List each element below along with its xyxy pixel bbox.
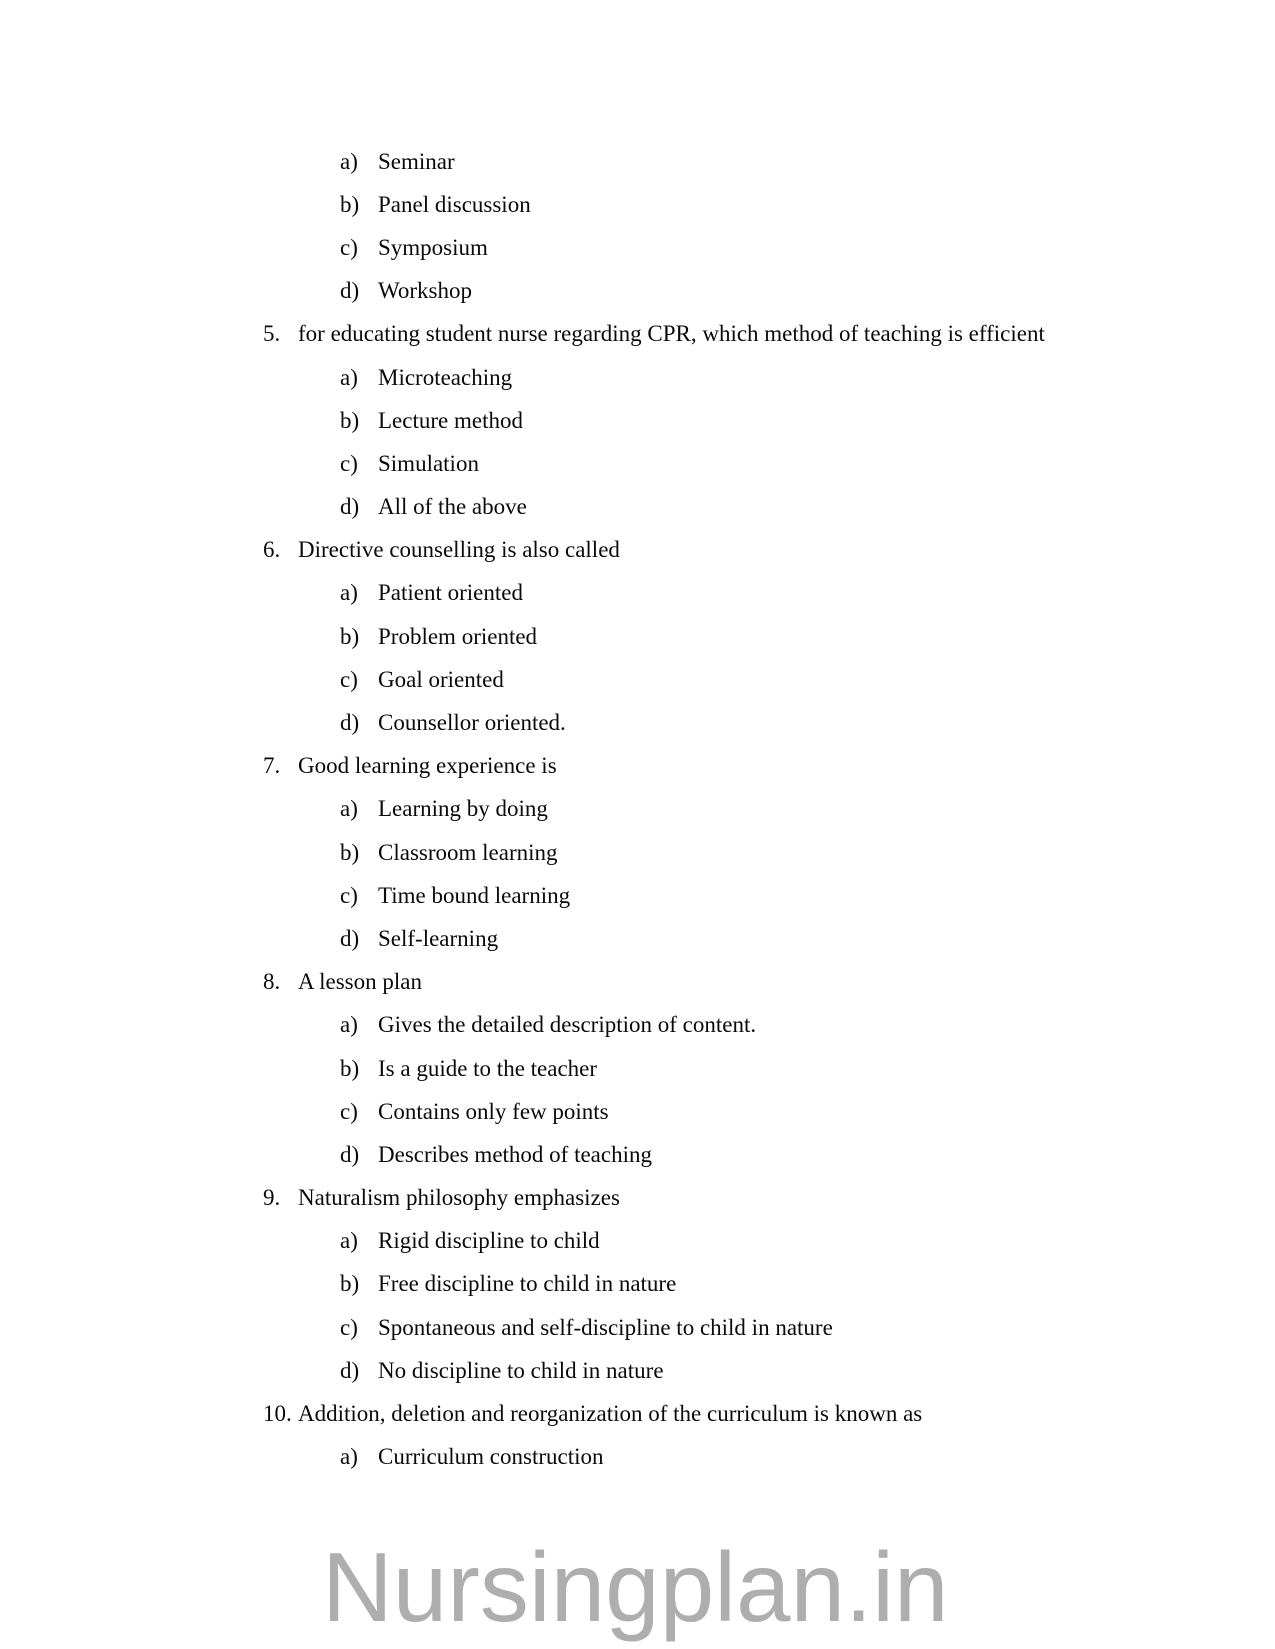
question-stem: for educating student nurse regarding CPR, which method of teaching is efficient xyxy=(298,321,1045,347)
option-text: Learning by doing xyxy=(378,796,548,822)
option-letter: c) xyxy=(340,666,358,692)
option-letter: d) xyxy=(340,710,360,736)
watermark-text: Nursingplan.in xyxy=(322,1532,949,1642)
option-letter: c) xyxy=(340,882,358,908)
option-letter: d) xyxy=(340,494,360,520)
option-letter: b) xyxy=(340,839,360,865)
option-letter: b) xyxy=(340,191,360,217)
option-line xyxy=(0,615,1275,658)
question-number: 10. xyxy=(263,1401,292,1427)
option-text: Is a guide to the teacher xyxy=(378,1055,598,1081)
option-text: Rigid discipline to child xyxy=(378,1228,600,1254)
option-letter: a) xyxy=(340,1444,358,1470)
question-number: 9. xyxy=(263,1185,281,1211)
option-letter: b) xyxy=(340,1271,360,1297)
option-text: Spontaneous and self-discipline to child in nature xyxy=(378,1314,833,1340)
option-text: Time bound learning xyxy=(378,882,571,908)
question-stem: Good learning experience is xyxy=(298,753,557,779)
option-letter: b) xyxy=(340,1055,360,1081)
option-letter: a) xyxy=(340,796,358,822)
option-line xyxy=(0,183,1275,226)
question-line xyxy=(0,745,1275,788)
option-line xyxy=(0,1263,1275,1306)
option-line xyxy=(0,658,1275,701)
option-text: Microteaching xyxy=(378,364,513,390)
option-text: Patient oriented xyxy=(378,580,523,606)
question-stem: Directive counselling is also called xyxy=(298,537,620,563)
option-text: Describes method of teaching xyxy=(378,1141,652,1167)
option-line xyxy=(0,788,1275,831)
question-line xyxy=(0,1392,1275,1435)
option-letter: c) xyxy=(340,1098,358,1124)
question-line xyxy=(0,1177,1275,1220)
option-line xyxy=(0,874,1275,917)
option-line xyxy=(0,1436,1275,1479)
option-line xyxy=(0,831,1275,874)
option-text: Counsellor oriented. xyxy=(378,710,566,736)
option-letter: a) xyxy=(340,580,358,606)
option-text: Symposium xyxy=(378,234,488,260)
option-text: Self-learning xyxy=(378,925,499,951)
option-letter: b) xyxy=(340,407,360,433)
option-line xyxy=(0,1047,1275,1090)
option-line xyxy=(0,917,1275,960)
option-line xyxy=(0,572,1275,615)
option-text: Free discipline to child in nature xyxy=(378,1271,677,1297)
option-letter: d) xyxy=(340,1141,360,1167)
option-letter: b) xyxy=(340,623,360,649)
option-letter: d) xyxy=(340,278,360,304)
option-line xyxy=(0,486,1275,529)
quiz-blocks xyxy=(0,140,1275,1479)
option-text: Seminar xyxy=(378,148,455,174)
option-letter: a) xyxy=(340,148,358,174)
option-line xyxy=(0,1306,1275,1349)
option-text: Simulation xyxy=(378,450,479,476)
question-number: 8. xyxy=(263,969,281,995)
option-letter: c) xyxy=(340,1314,358,1340)
option-line xyxy=(0,1133,1275,1176)
question-stem: A lesson plan xyxy=(298,969,422,995)
question-number: 7. xyxy=(263,753,281,779)
option-text: Gives the detailed description of content. xyxy=(378,1012,757,1038)
question-line xyxy=(0,529,1275,572)
question-stem: Naturalism philosophy emphasizes xyxy=(298,1185,620,1211)
question-number: 5. xyxy=(263,321,281,347)
question-number: 6. xyxy=(263,537,281,563)
option-text: Goal oriented xyxy=(378,666,504,692)
option-line xyxy=(0,1220,1275,1263)
option-letter: a) xyxy=(340,364,358,390)
question-stem: Addition, deletion and reorganization of the curriculum is known as xyxy=(298,1401,923,1427)
option-text: Classroom learning xyxy=(378,839,558,865)
option-line xyxy=(0,356,1275,399)
option-line xyxy=(0,701,1275,744)
option-text: Contains only few points xyxy=(378,1098,609,1124)
question-line xyxy=(0,961,1275,1004)
option-line xyxy=(0,399,1275,442)
option-text: No discipline to child in nature xyxy=(378,1357,664,1383)
option-letter: c) xyxy=(340,234,358,260)
question-line xyxy=(0,313,1275,356)
option-letter: d) xyxy=(340,925,360,951)
option-line xyxy=(0,442,1275,485)
option-line xyxy=(0,270,1275,313)
option-text: Workshop xyxy=(378,278,472,304)
option-text: Curriculum construction xyxy=(378,1444,604,1470)
option-line xyxy=(0,1004,1275,1047)
option-letter: a) xyxy=(340,1012,358,1038)
option-letter: a) xyxy=(340,1228,358,1254)
option-line xyxy=(0,226,1275,269)
option-line xyxy=(0,140,1275,183)
option-line xyxy=(0,1090,1275,1133)
option-letter: c) xyxy=(340,450,358,476)
option-letter: d) xyxy=(340,1357,360,1383)
option-text: All of the above xyxy=(378,494,527,520)
option-text: Problem oriented xyxy=(378,623,538,649)
option-line xyxy=(0,1349,1275,1392)
option-text: Panel discussion xyxy=(378,191,531,217)
option-text: Lecture method xyxy=(378,407,523,433)
